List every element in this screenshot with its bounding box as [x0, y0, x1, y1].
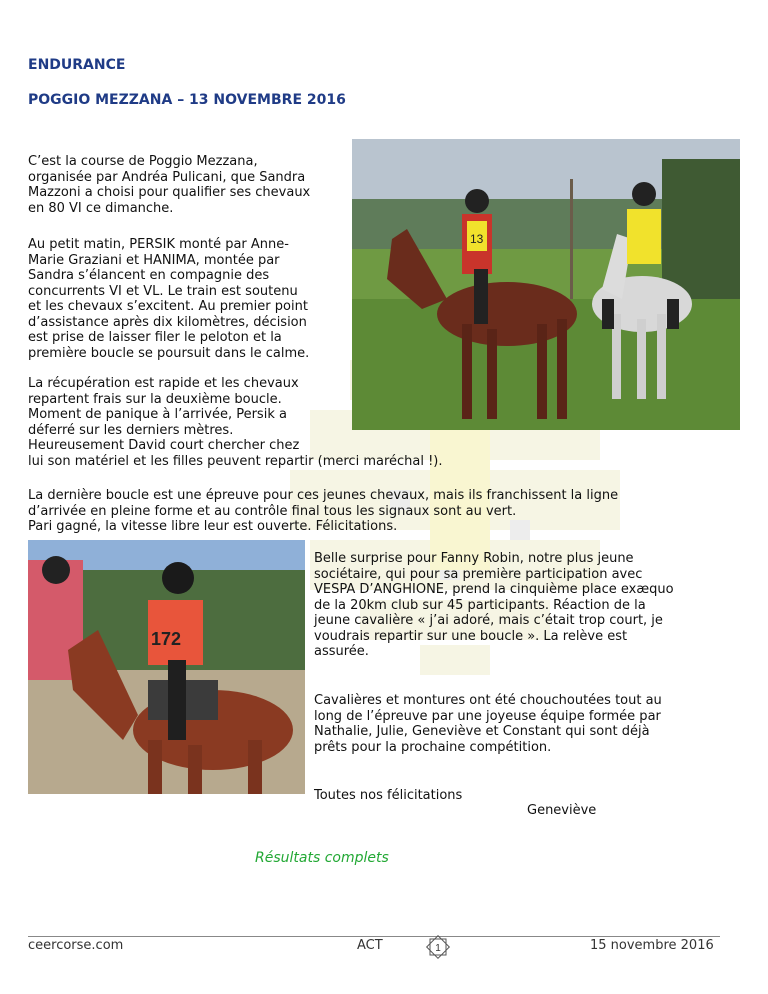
page-number-badge — [425, 934, 451, 960]
paragraph-team: Cavalières et montures ont été chouchoutées tout au long de l’épreuve par une joyeuse équipe formée par Nathalie, Julie, Geneviève et Constant qui sont déjà prêts pour la prochaine compétition. — [314, 693, 662, 755]
footer-site: ceercorse.com — [28, 938, 124, 953]
footer-divider — [28, 936, 720, 937]
page-subtitle: POGGIO MEZZANA – 13 NOVEMBRE 2016 — [28, 92, 346, 108]
page-number: 1 — [435, 943, 441, 954]
paragraph-young-rider: Belle surprise pour Fanny Robin, notre plus jeune sociétaire, qui pour sa première participation avec VESPA D’ANGHIONE, prend la cinquième place exæquo de la 20km club sur 45 participants. Réaction de la jeune cavalière « j’ai adoré, mais c’était trop court, je voudrais repartir sur une boucle ». La relève est assurée. — [314, 551, 674, 659]
paragraph-intro: C’est la course de Poggio Mezzana, organisée par Andréa Pulicani, que Sandra Mazzoni a choisi pour qualifier ses chevaux en 80 VI ce dimanche. — [28, 154, 311, 216]
signature: Geneviève — [527, 803, 597, 818]
footer-date: 15 novembre 2016 — [590, 938, 714, 953]
paragraph-last-loop: La dernière boucle est une épreuve pour ces jeunes chevaux, mais ils franchissent la ligne d’arrivée en pleine forme et au contrôle final tous les signaux sont au vert. Pari gagné, la vitesse libre leur est ouverte. Félicitations. — [28, 488, 619, 534]
page-title: ENDURANCE — [28, 57, 126, 73]
rider-bib-1: 13 — [470, 232, 484, 246]
young-rider-bib: 172 — [151, 629, 182, 649]
paragraph-first-loop: Au petit matin, PERSIK monté par Anne- Marie Graziani et HANIMA, montée par Sandra s’élancent en compagnie des concurrents VI et VL. Le train est soutenu et les chevaux s’excitent. Au premier point d’assistance après dix kilomètres, décision est prise de laisser filer le peloton et la première boucle se poursuit dans le calme. — [28, 237, 310, 361]
full-results-link[interactable]: Résultats complets — [255, 850, 389, 866]
riders-photo — [352, 139, 740, 430]
paragraph-second-loop: La récupération est rapide et les chevaux repartent frais sur la deuxième boucle. Moment de panique à l’arrivée, Persik a déferré sur les derniers mètres. Heureusement David court chercher chez lui son matériel et les filles peuvent repartir (merci maréchal !). — [28, 376, 443, 469]
young-rider-photo — [28, 540, 305, 794]
footer-center: ACT — [357, 938, 383, 953]
paragraph-congrats: Toutes nos félicitations — [314, 788, 463, 803]
